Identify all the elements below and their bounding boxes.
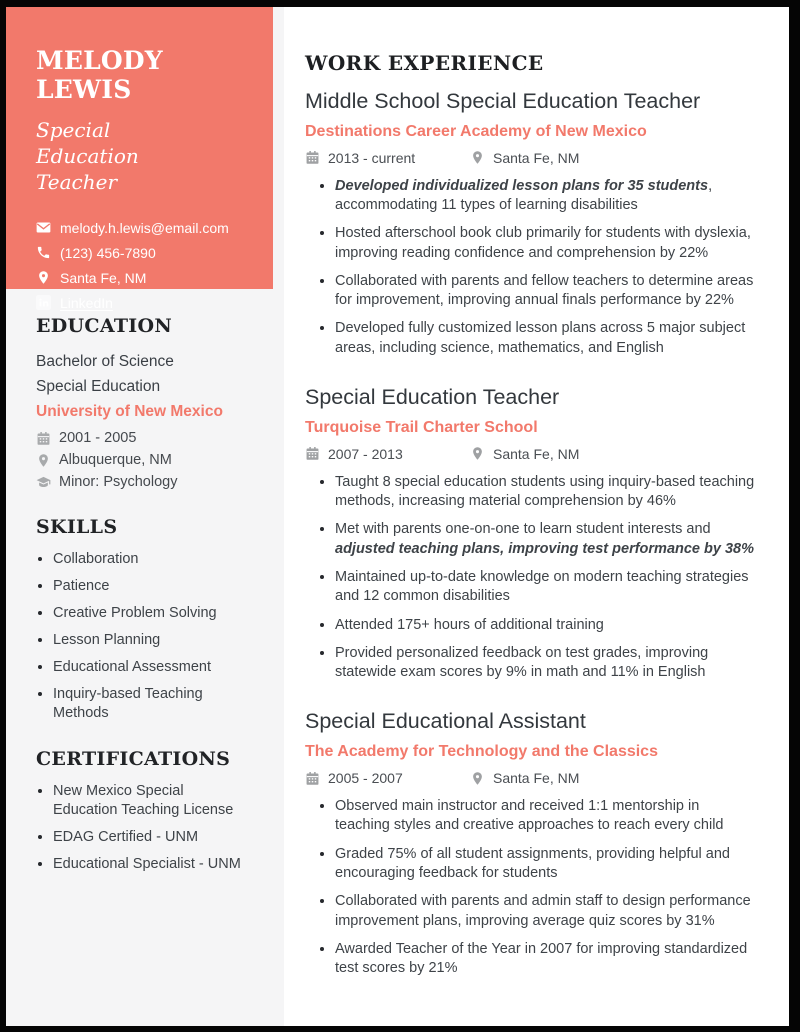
skills-section: [36, 516, 252, 722]
education-meta-text: Minor: Psychology: [59, 474, 178, 490]
contact-row: [36, 270, 253, 286]
calendar-icon: [305, 446, 320, 461]
job-location: [470, 446, 579, 462]
job-location-text: Santa Fe, NM: [493, 770, 580, 787]
job-bullets: [305, 796, 755, 978]
bullet-item: [335, 891, 755, 931]
education-meta-row: [36, 430, 252, 446]
bullet-item: [335, 519, 755, 559]
company-name: The Academy for Technology and the Classics: [305, 743, 658, 761]
education-meta-row: [36, 452, 252, 468]
education-heading: EDUCATION: [36, 315, 172, 337]
location-icon: [36, 270, 51, 285]
job-bullets: [305, 472, 755, 683]
bullet-item: [335, 567, 755, 607]
bullet-item: [335, 271, 755, 311]
job-entry: [305, 709, 755, 978]
bullet-text: Collaborated with parents and admin staff to design performance improvement plans, improving average quiz scores by 31%: [335, 893, 751, 929]
education-meta-text: 2001 - 2005: [59, 430, 137, 446]
calendar-icon: [305, 771, 320, 786]
certifications-section: [36, 748, 252, 873]
contact-text: Santa Fe, NM: [60, 269, 147, 286]
certifications-heading: CERTIFICATIONS: [36, 748, 231, 771]
person-name: MELODY LEWIS: [36, 46, 163, 104]
bullet-item: [335, 643, 755, 683]
job-title: Middle School Special Education Teacher: [305, 89, 701, 113]
bullet-item: [335, 615, 755, 635]
skills-heading: SKILLS: [36, 516, 118, 538]
contact-text: melody.h.lewis@email.com: [60, 219, 229, 236]
skill-item: • Lesson Planning: [53, 631, 252, 650]
bullet-text: Taught 8 special education students using inquiry-based teaching methods, increasing material comprehension by 46%: [335, 473, 755, 510]
skill-item: • Patience: [53, 577, 252, 596]
education-meta-row: [36, 474, 252, 490]
location-icon: [470, 150, 485, 165]
bullet-text: Developed fully customized lesson plans across 5 major subject areas, including science, mathematics, and English: [335, 320, 746, 356]
bullet-text: Developed individualized lesson plans for 35 students: [335, 177, 709, 194]
bullet-item: [335, 796, 755, 836]
graduation-cap-icon: [36, 475, 51, 490]
degree-line: Bachelor of Science: [36, 353, 174, 370]
certification-item: • EDAG Certified - UNM: [53, 828, 252, 847]
certifications-list: [36, 782, 252, 873]
bullet-text: Provided personalized feedback on test grades, improving statewide exam scores by 9% in math and 11% in English: [335, 644, 709, 681]
job-dates-text: 2005 - 2007: [328, 770, 403, 787]
job-location: [470, 770, 579, 786]
bullet-text: Awarded Teacher of the Year in 2007 for improving standardized test scores by 21%: [335, 940, 748, 977]
bullet-text: , accommodating 11 types of learning disabilities: [335, 177, 713, 214]
resume-page: [6, 7, 789, 1026]
bullet-text: Met with parents one-on-one to learn student interests and: [335, 521, 711, 538]
person-title: Special Education Teacher: [36, 117, 139, 194]
bullet-item: [335, 176, 755, 216]
skill-item: • Collaboration: [53, 550, 252, 569]
job-title: Special Education Teacher: [305, 385, 560, 410]
location-icon: [36, 453, 51, 468]
company-name: Destinations Career Academy of New Mexico: [305, 122, 647, 140]
bullet-text: Observed main instructor and received 1:1 mentorship in teaching styles and creative approaches to reach every child: [335, 798, 724, 834]
location-icon: [470, 446, 485, 461]
bullet-item: [335, 223, 755, 263]
email-icon: [36, 220, 51, 235]
contact-text: (123) 456-7890: [60, 244, 156, 261]
contact-row: [36, 220, 253, 236]
education-meta-text: Albuquerque, NM: [59, 452, 172, 468]
job-meta: [305, 150, 755, 166]
sidebar-content: [6, 289, 284, 882]
bullet-text: Graded 75% of all student assignments, providing helpful and encouraging feedback for students: [335, 845, 730, 882]
job-dates: [305, 446, 470, 462]
header-block: [6, 7, 273, 311]
bullet-text: Maintained up-to-date knowledge on modern teaching strategies and 12 common disabilities: [335, 568, 749, 605]
degree-line: Special Education: [36, 378, 161, 395]
bullet-text: Collaborated with parents and fellow teachers to determine areas for improvement, improving annual finals performance by 22%: [335, 272, 754, 309]
skills-list: [36, 550, 252, 722]
company-name: Turquoise Trail Charter School: [305, 418, 538, 436]
skill-item: • Inquiry-based Teaching Methods: [53, 685, 252, 722]
certification-item: • New Mexico Special Education Teaching License: [53, 782, 252, 819]
job-location-text: Santa Fe, NM: [493, 149, 580, 166]
contact-text[interactable]: LinkedIn: [60, 294, 113, 311]
work-experience-column: [284, 7, 789, 1026]
phone-icon: [36, 245, 51, 260]
contact-row: [36, 245, 253, 261]
work-experience-heading: WORK EXPERIENCE: [305, 51, 544, 75]
bullet-item: [335, 844, 755, 884]
bullet-item: [335, 939, 755, 979]
education-meta-list: [36, 430, 252, 490]
job-dates-text: 2007 - 2013: [328, 445, 403, 462]
job-location-text: Santa Fe, NM: [493, 445, 580, 462]
skill-item: • Creative Problem Solving: [53, 604, 252, 623]
location-icon: [470, 771, 485, 786]
job-bullets: [305, 176, 755, 358]
bullet-text: Attended 175+ hours of additional training: [335, 616, 604, 633]
job-meta: [305, 770, 755, 786]
job-dates: [305, 770, 470, 786]
bullet-text: adjusted teaching plans, improving test performance by 38%: [335, 540, 754, 557]
sidebar: [6, 7, 284, 1026]
bullet-item: [335, 472, 755, 512]
bullet-text: Hosted afterschool book club primarily for students with dyslexia, improving reading confidence and comprehension by 22%: [335, 225, 751, 261]
school-name: University of New Mexico: [36, 403, 223, 420]
jobs-list: [305, 89, 755, 978]
job-entry: [305, 385, 755, 682]
bullet-item: [335, 318, 755, 358]
calendar-icon: [305, 150, 320, 165]
job-meta: [305, 446, 755, 462]
certification-item: • Educational Specialist - UNM: [53, 855, 252, 874]
job-location: [470, 150, 579, 166]
job-dates: [305, 150, 470, 166]
education-section: [36, 315, 252, 490]
skill-item: • Educational Assessment: [53, 658, 252, 677]
calendar-icon: [36, 431, 51, 446]
job-entry: [305, 89, 755, 358]
job-dates-text: 2013 - current: [328, 149, 416, 166]
job-title: Special Educational Assistant: [305, 709, 586, 734]
